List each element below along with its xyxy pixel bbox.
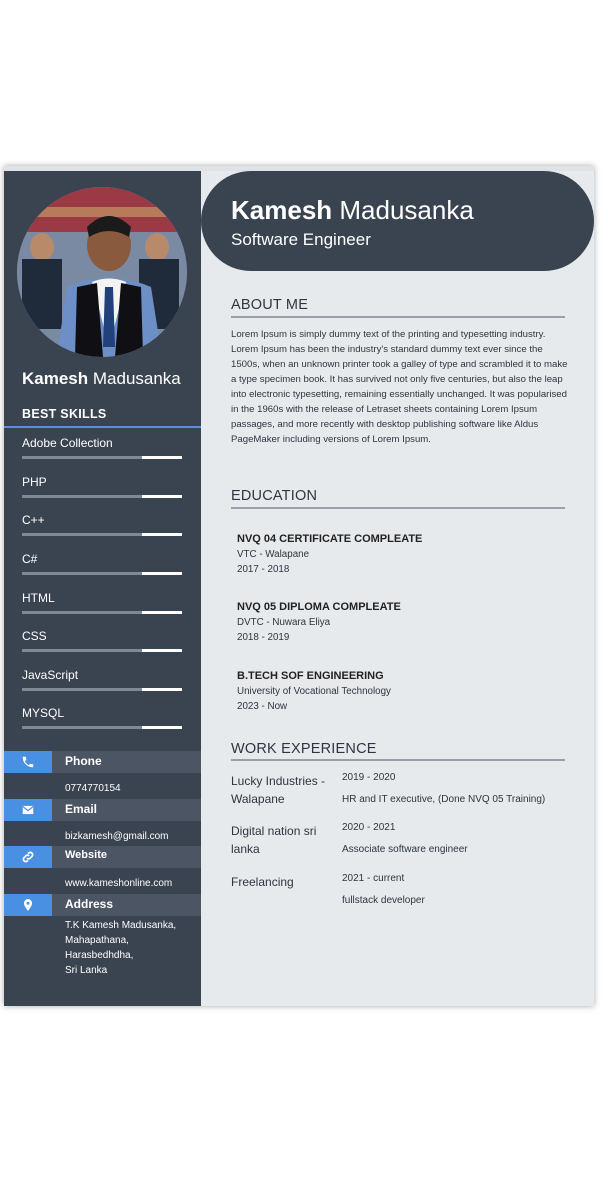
contact-value: 0774770154 [65,783,121,794]
education-item-title: NVQ 04 CERTIFICATE COMPLEATE [237,533,423,545]
sidebar-name [22,369,181,389]
education-item-years: 2023 - Now [237,701,288,712]
work-years: 2019 - 2020 [342,772,396,783]
work-role: Associate software engineer [342,844,468,855]
link-icon [21,850,35,864]
work-title: WORK EXPERIENCE [231,741,377,757]
skill-item [22,552,187,566]
skill-bar [22,456,182,459]
skill-bar [22,649,182,652]
sidebar [4,171,201,1006]
skill-bar-fill [142,495,182,498]
work-role: fullstack developer [342,895,425,906]
skill-bar-fill [142,649,182,652]
skill-item [22,436,187,450]
contact-value: T.K Kamesh Madusanka, Mahapathana, Harasbedhdha, Sri Lanka [65,920,177,976]
skill-item [22,475,187,489]
skill-bar-fill [142,726,182,729]
skill-bar-fill [142,572,182,575]
header-name [231,195,474,226]
profile-photo [17,187,187,357]
about-text: Lorem Ipsum is simply dummy text of the printing and typesetting industry. Lorem Ipsum has been the industry's standard dummy text ever since the 1500s, when an unknown printer took a galley of type and scrambled it to make a type specimen book. It has survived not only five centuries, but also the leap into electronic typesetting, remaining essentially unchanged. It was popularised in the 1960s with the release of Letraset sheets containing Lorem Ipsum passages, and more recently with desktop publishing software like Aldus PageMaker including versions of Lorem Ipsum. [231,329,568,445]
contact-label: Email [65,802,98,816]
contact-value[interactable]: bizkamesh@gmail.com [65,831,169,842]
skill-bar-fill [142,611,182,614]
skill-bar-fill [142,533,182,536]
contact-value[interactable]: www.kameshonline.com [65,878,173,889]
education-item-place: VTC - Walapane [237,549,310,560]
skill-label: PHP [22,475,47,489]
skill-bar [22,495,182,498]
contact-icon-box [4,894,52,916]
education-item [237,669,391,714]
skill-label: C++ [22,513,45,527]
education-item [237,532,422,577]
skills-divider [4,426,201,428]
contact-icon-box [4,799,52,821]
contact-icon-box [4,751,52,773]
education-item [237,600,401,645]
envelope-icon [21,803,35,817]
work-company: Digital nation sri lanka [231,824,317,856]
education-item-title: NVQ 05 DIPLOMA COMPLEATE [237,601,401,613]
contact-label: Phone [65,754,102,768]
header-first-name: Kamesh [231,195,333,225]
education-title: EDUCATION [231,488,318,504]
contact-label: Website [65,849,107,861]
contact-icon-box [4,846,52,868]
skill-label: CSS [22,629,47,643]
skill-item [22,668,187,682]
skill-label: JavaScript [22,668,79,682]
sidebar-last-name: Madusanka [92,369,181,388]
work-years: 2021 - current [342,873,405,884]
skill-label: C# [22,552,38,566]
skill-bar-fill [142,688,182,691]
header-banner [201,171,594,271]
resume-page [4,166,594,1006]
contact-label: Address [65,897,114,911]
education-item-title: B.TECH SOF ENGINEERING [237,670,384,682]
skill-label: Adobe Collection [22,436,113,450]
location-pin-icon [21,898,35,912]
education-item-years: 2018 - 2019 [237,632,290,643]
work-divider [231,759,565,761]
work-company: Lucky Industries - Walapane [231,774,326,806]
work-years: 2020 - 2021 [342,822,396,833]
work-role: HR and IT executive, (Done NVQ 05 Training) [342,794,546,805]
skill-label: HTML [22,591,55,605]
sidebar-first-name: Kamesh [22,369,89,388]
skill-bar [22,688,182,691]
skill-item [22,591,187,605]
skill-item [22,706,187,720]
header-last-name: Madusanka [339,195,474,225]
skill-bar-fill [142,456,182,459]
education-item-years: 2017 - 2018 [237,564,290,575]
about-title: ABOUT ME [231,297,309,313]
about-divider [231,316,565,318]
skill-item [22,513,187,527]
education-item-place: DVTC - Nuwara Eliya [237,617,331,628]
skill-item [22,629,187,643]
photo-frame [4,171,201,371]
job-title: Software Engineer [231,230,371,249]
skill-bar [22,611,182,614]
skill-bar [22,533,182,536]
skill-bar [22,572,182,575]
education-divider [231,507,565,509]
phone-icon [21,755,35,769]
skill-bar [22,726,182,729]
skills-title: BEST SKILLS [22,407,107,421]
work-company: Freelancing [231,875,294,889]
education-item-place: University of Vocational Technology [237,686,391,697]
skill-label: MYSQL [22,706,65,720]
